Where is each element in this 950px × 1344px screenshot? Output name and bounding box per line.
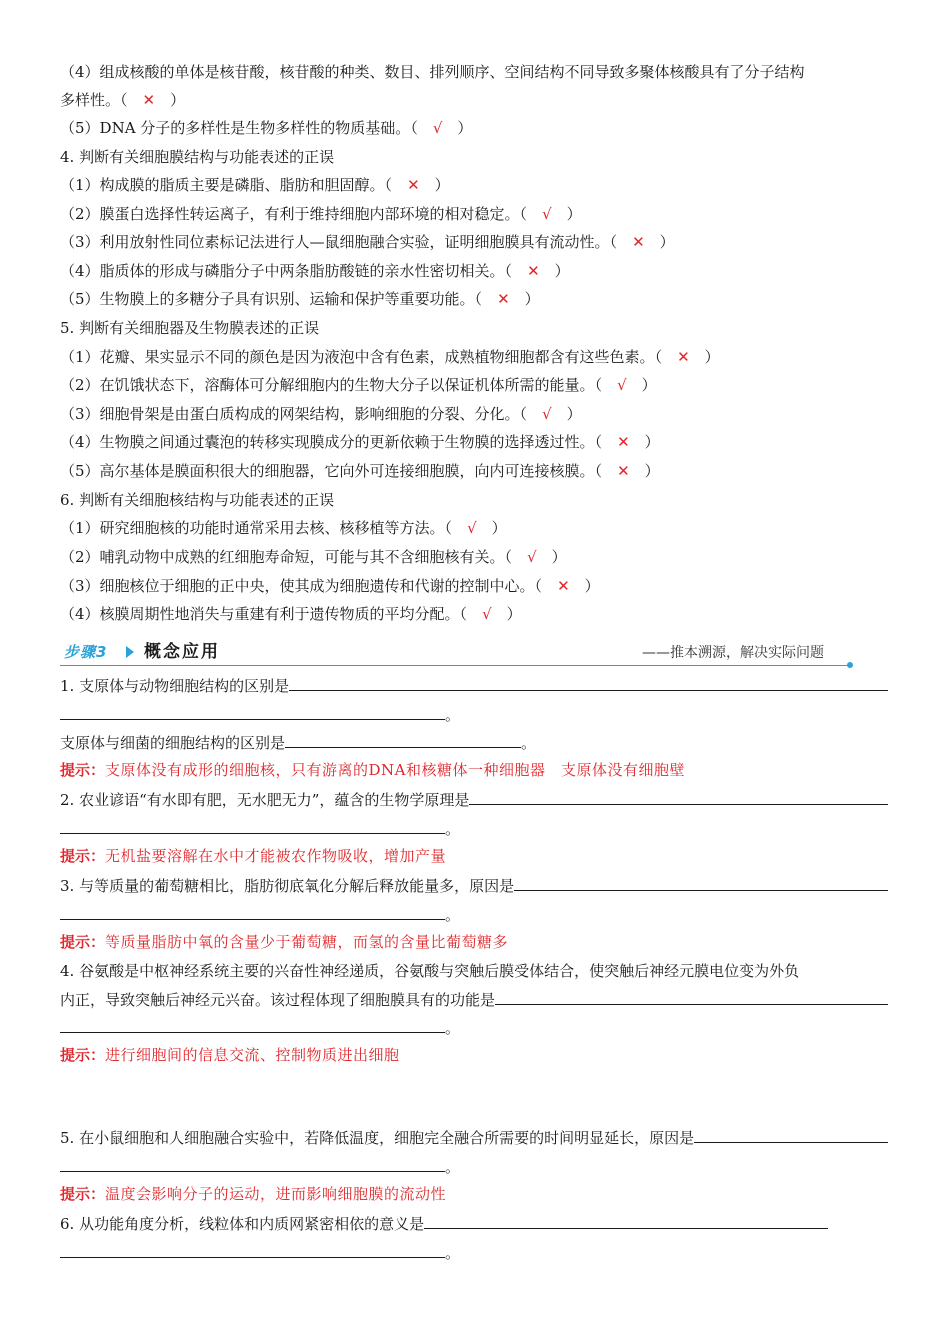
step-badge: 步骤3: [64, 643, 108, 661]
hint-text: 支原体没有成形的细胞核，只有游离的DNA和核糖体一种细胞器 支原体没有细胞壁: [105, 761, 686, 779]
item-text: （5）生物膜上的多糖分子具有识别、运输和保护等重要功能。: [60, 290, 475, 308]
period: 。: [445, 820, 461, 838]
answer-blank[interactable]: [285, 729, 521, 748]
hint-label: 提示：: [60, 761, 106, 779]
answer-blank[interactable]: [514, 872, 888, 891]
answer-mark: √: [542, 405, 552, 423]
hint-text: 温度会影响分子的运动，进而影响细胞膜的流动性: [105, 1185, 447, 1203]
hint-label: 提示：: [60, 1185, 106, 1203]
q6-item-3: （3）细胞核位于细胞的正中央，使其成为细胞遗传和代谢的控制中心。（ ✕ ）: [60, 577, 600, 595]
item-text: （2）在饥饿状态下，溶酶体可分解细胞内的生物大分子以保证机体所需的能量。: [60, 376, 595, 394]
answer-blank[interactable]: [60, 1153, 445, 1172]
step-header: [60, 638, 890, 668]
q5-item-4: （4）生物膜之间通过囊泡的转移实现膜成分的更新依赖于生物膜的选择透过性。（ ✕ ）: [60, 433, 660, 451]
answer-mark: √: [527, 548, 537, 566]
apply-q6: [60, 1210, 828, 1238]
period: 。: [445, 706, 461, 724]
answer-blank[interactable]: [694, 1124, 888, 1143]
hint-text: 等质量脂肪中氧的含量少于葡萄糖，而氢的含量比葡萄糖多: [105, 933, 509, 951]
hint-4: [60, 1041, 888, 1069]
apply-q1a: [60, 672, 888, 700]
apply-q4b: [60, 986, 888, 1014]
answer-blank[interactable]: [60, 1239, 445, 1258]
item-text: （4）核膜周期性地消失与重建有利于遗传物质的平均分配。: [60, 605, 460, 623]
answer-blank[interactable]: [289, 672, 888, 691]
answer-blank[interactable]: [495, 986, 888, 1005]
apply-q3: [60, 872, 888, 900]
period: 。: [445, 1019, 461, 1037]
apply-q3-cont: [60, 901, 460, 929]
answer-mark: √: [467, 519, 477, 537]
answer-blank[interactable]: [60, 701, 445, 720]
item-text: （3）利用放射性同位素标记法进行人—鼠细胞融合实验，证明细胞膜具有流动性。: [60, 233, 610, 251]
answer-mark: √: [617, 376, 627, 394]
arrow-right-icon: [126, 646, 134, 658]
hint-3: [60, 928, 888, 956]
hint-label: 提示：: [60, 933, 106, 951]
q4-item-1: （1）构成膜的脂质主要是磷脂、脂肪和胆固醇。（ ✕ ）: [60, 176, 450, 194]
item-text-cont: 多样性。: [60, 91, 121, 109]
hint-5: [60, 1180, 888, 1208]
answer-blank[interactable]: [60, 1014, 445, 1033]
answer-mark: √: [542, 205, 552, 223]
apply-q4-cont: [60, 1014, 460, 1042]
question-text: 2. 农业谚语“有水即有肥，无水肥无力”，蕴含的生物学原理是: [60, 791, 470, 809]
question-text: 支原体与细菌的细胞结构的区别是: [60, 734, 286, 752]
hint-label: 提示：: [60, 1046, 106, 1064]
answer-mark: ✕: [142, 91, 156, 109]
step-subtitle: ——推本溯源，解决实际问题: [642, 645, 824, 661]
question-text: 6. 从功能角度分析，线粒体和内质网紧密相依的意义是: [60, 1215, 425, 1233]
q3-item-5: （5）DNA 分子的多样性是生物多样性的物质基础。（ √ ）: [60, 119, 473, 137]
item-text: （3）细胞骨架是由蛋白质构成的网架结构，影响细胞的分裂、分化。: [60, 405, 520, 423]
q5-item-2: （2）在饥饿状态下，溶酶体可分解细胞内的生物大分子以保证机体所需的能量。（ √ ）: [60, 376, 657, 394]
item-text: （4）脂质体的形成与磷脂分子中两条脂肪酸链的亲水性密切相关。: [60, 262, 505, 280]
answer-mark: √: [432, 119, 443, 137]
answer-mark: ✕: [527, 262, 540, 280]
item-text: （1）花瓣、果实显示不同的颜色是因为液泡中含有色素，成熟植物细胞都含有这些色素。: [60, 348, 655, 366]
item-text: （2）哺乳动物中成熟的红细胞寿命短，可能与其不含细胞核有关。: [60, 548, 505, 566]
q6-title: 6. 判断有关细胞核结构与功能表述的正误: [60, 491, 335, 509]
answer-blank[interactable]: [469, 786, 888, 805]
item-text: （1）构成膜的脂质主要是磷脂、脂肪和胆固醇。: [60, 176, 385, 194]
q5-title: 5. 判断有关细胞器及生物膜表述的正误: [60, 319, 320, 337]
dot-icon: [847, 662, 853, 668]
answer-mark: √: [482, 605, 492, 623]
item-text: （4）生物膜之间通过囊泡的转移实现膜成分的更新依赖于生物膜的选择透过性。: [60, 433, 595, 451]
hint-text: 无机盐要溶解在水中才能被农作物吸收，增加产量: [105, 847, 447, 865]
answer-blank[interactable]: [424, 1210, 828, 1229]
item-text: （1）研究细胞核的功能时通常采用去核、核移植等方法。: [60, 519, 445, 537]
item-text: （5）高尔基体是膜面积很大的细胞器，它向外可连接细胞膜，向内可连接核膜。: [60, 462, 595, 480]
q6-item-4: （4）核膜周期性地消失与重建有利于遗传物质的平均分配。（ √ ）: [60, 605, 522, 623]
q5-item-3: （3）细胞骨架是由蛋白质构成的网架结构，影响细胞的分裂、分化。（ √ ）: [60, 405, 582, 423]
answer-mark: ✕: [407, 176, 420, 194]
question-text: 1. 支原体与动物细胞结构的区别是: [60, 677, 290, 695]
apply-q2-cont: [60, 815, 460, 843]
answer-mark: ✕: [557, 577, 570, 595]
apply-q4a: 4. 谷氨酸是中枢神经系统主要的兴奋性神经递质，谷氨酸与突触后膜受体结合，使突触后神经元膜电位变为外负: [60, 962, 800, 980]
q6-item-2: （2）哺乳动物中成熟的红细胞寿命短，可能与其不含细胞核有关。（ √ ）: [60, 548, 567, 566]
hint-2: [60, 842, 888, 870]
q4-item-5: （5）生物膜上的多糖分子具有识别、运输和保护等重要功能。（ ✕ ）: [60, 290, 540, 308]
question-text: 内正，导致突触后神经元兴奋。该过程体现了细胞膜具有的功能是: [60, 991, 496, 1009]
hint-text: 进行细胞间的信息交流、控制物质进出细胞: [105, 1046, 400, 1064]
answer-mark: ✕: [497, 290, 510, 308]
apply-q2: [60, 786, 888, 814]
apply-q1a-cont: [60, 701, 460, 729]
apply-q5-cont: [60, 1153, 460, 1181]
q6-item-1: （1）研究细胞核的功能时通常采用去核、核移植等方法。（ √ ）: [60, 519, 507, 537]
q4-item-2: （2）膜蛋白选择性转运离子，有利于维持细胞内部环境的相对稳定。（ √ ）: [60, 205, 582, 223]
q5-item-5: （5）高尔基体是膜面积很大的细胞器，它向外可连接细胞膜，向内可连接核膜。（ ✕ ）: [60, 462, 660, 480]
period: 。: [445, 1244, 461, 1262]
answer-mark: ✕: [677, 348, 690, 366]
answer-mark: ✕: [617, 433, 630, 451]
period: 。: [445, 1158, 461, 1176]
q3-item-4-cont: 多样性。（ ✕ ）: [60, 91, 186, 109]
answer-mark: ✕: [632, 233, 645, 251]
q3-item-4: [60, 58, 888, 86]
answer-blank[interactable]: [60, 901, 445, 920]
item-text: （3）细胞核位于细胞的正中央，使其成为细胞遗传和代谢的控制中心。: [60, 577, 535, 595]
q4-item-4: （4）脂质体的形成与磷脂分子中两条脂肪酸链的亲水性密切相关。（ ✕ ）: [60, 262, 570, 280]
q4-item-3: （3）利用放射性同位素标记法进行人—鼠细胞融合实验，证明细胞膜具有流动性。（ ✕ ）: [60, 233, 675, 251]
apply-q6-cont: [60, 1239, 460, 1267]
question-text: 3. 与等质量的葡萄糖相比，脂肪彻底氧化分解后释放能量多，原因是: [60, 877, 515, 895]
answer-blank[interactable]: [60, 815, 445, 834]
step-title: 概念应用: [144, 642, 220, 662]
item-text: （4）组成核酸的单体是核苷酸，核苷酸的种类、数目、排列顺序、空间结构不同导致多聚体核酸具有了分子结构: [60, 63, 805, 81]
item-text: （2）膜蛋白选择性转运离子，有利于维持细胞内部环境的相对稳定。: [60, 205, 520, 223]
item-text: （5）DNA 分子的多样性是生物多样性的物质基础。: [60, 119, 411, 137]
apply-q5: [60, 1124, 888, 1152]
answer-mark: ✕: [617, 462, 630, 480]
divider: [60, 665, 850, 666]
q5-item-1: （1）花瓣、果实显示不同的颜色是因为液泡中含有色素，成熟植物细胞都含有这些色素。（ ✕ ）: [60, 348, 720, 366]
apply-q1b: [60, 729, 888, 757]
hint-label: 提示：: [60, 847, 106, 865]
question-text: 5. 在小鼠细胞和人细胞融合实验中，若降低温度，细胞完全融合所需要的时间明显延长，原因是: [60, 1129, 695, 1147]
period: 。: [521, 734, 537, 752]
hint-1: [60, 756, 888, 784]
period: 。: [445, 906, 461, 924]
q4-title: 4. 判断有关细胞膜结构与功能表述的正误: [60, 148, 335, 166]
